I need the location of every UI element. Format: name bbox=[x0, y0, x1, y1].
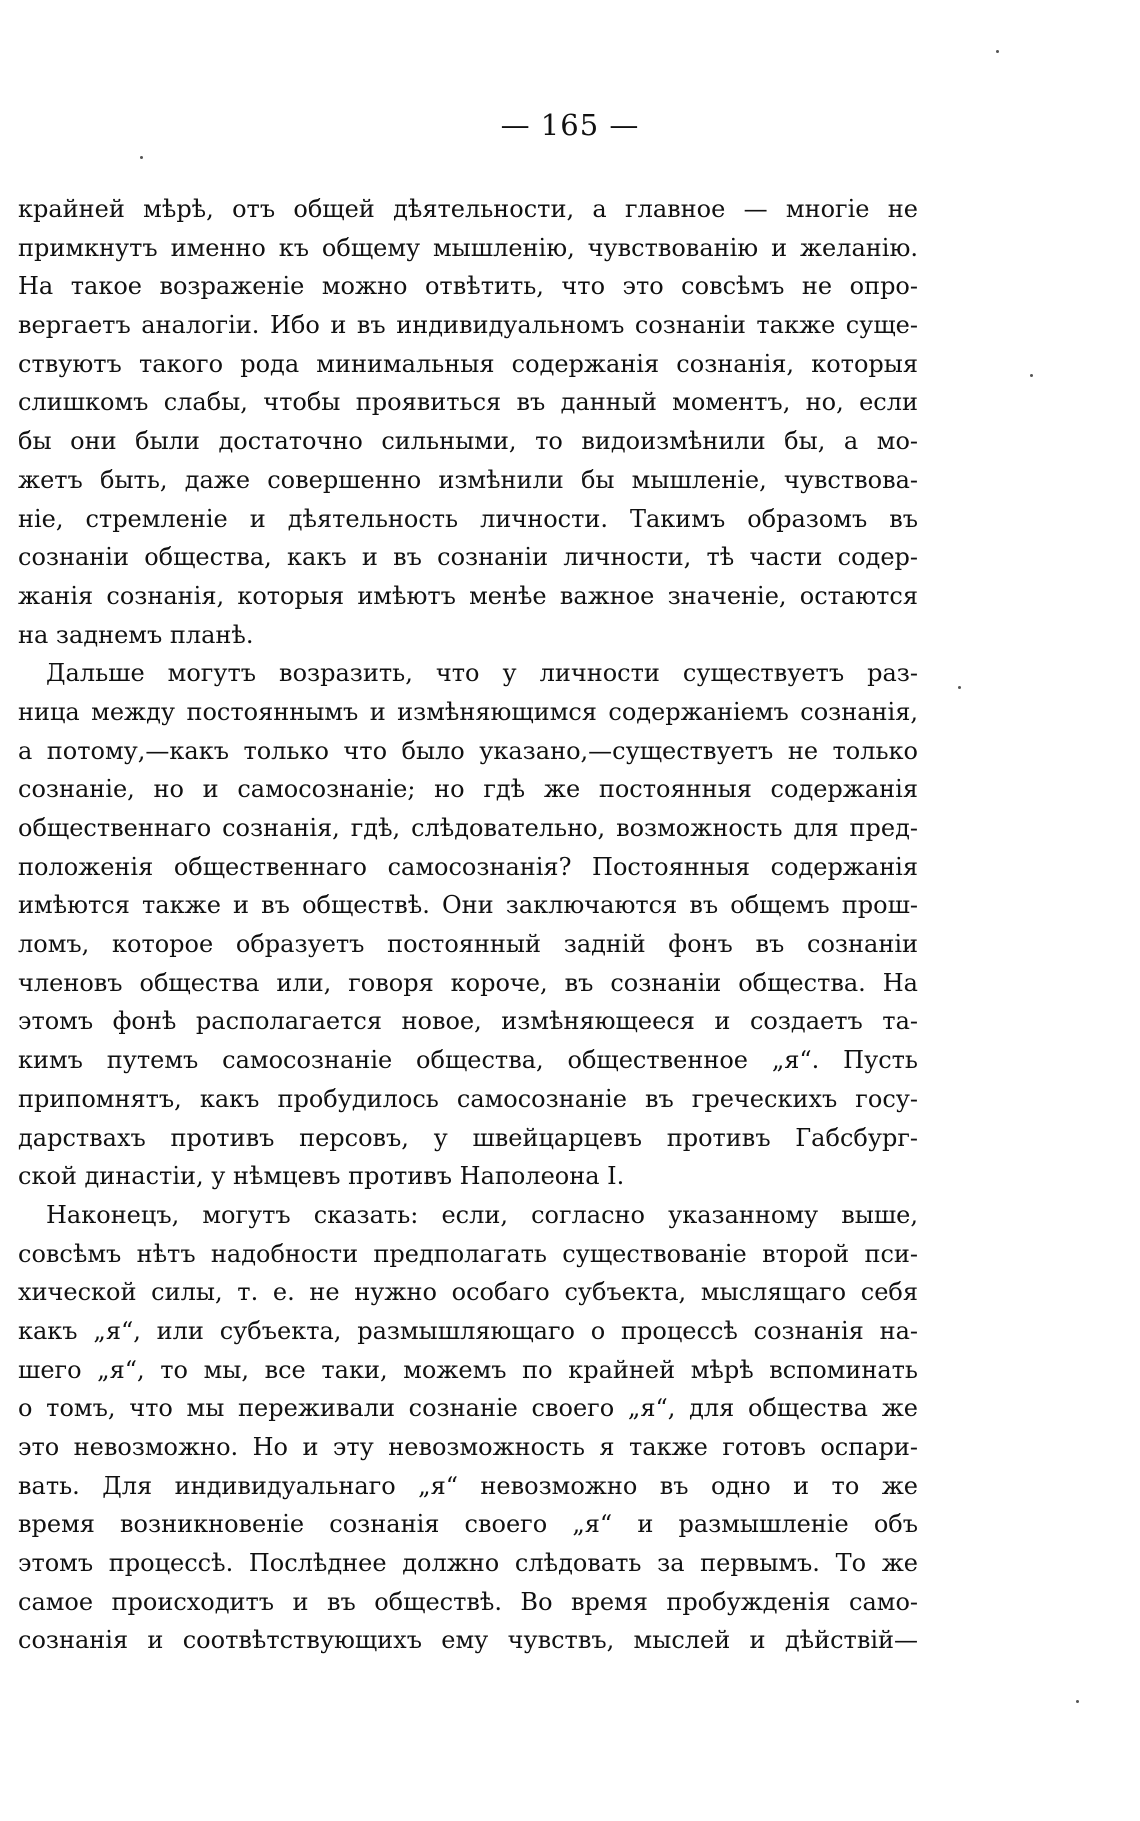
text-line: самое происходитъ и въ обществѣ. Во время пробужденія само- bbox=[18, 1587, 918, 1616]
text-line: сознаніе, но и самосознаніе; но гдѣ же постоянныя содержанія bbox=[18, 775, 918, 804]
text-line: примкнутъ именно къ общему мышленію, чувствованію и желанію. bbox=[18, 233, 918, 262]
text-line: жетъ быть, даже совершенно измѣнили бы мышленіе, чувствова- bbox=[18, 465, 918, 494]
text-line: На такое возраженіе можно отвѣтить, что это совсѣмъ не опро- bbox=[18, 272, 918, 301]
text-line: вергаетъ аналогіи. Ибо и въ индивидуальномъ сознаніи также суще- bbox=[18, 311, 918, 340]
text-line: шего „я“, то мы, все таки, можемъ по крайней мѣрѣ вспоминать bbox=[18, 1355, 918, 1384]
text-line: положенія общественнаго самосознанія? Постоянныя содержанія bbox=[18, 852, 918, 881]
text-line: слишкомъ слабы, чтобы проявиться въ данный моментъ, но, если bbox=[18, 388, 918, 417]
text-line: кимъ путемъ самосознаніе общества, общественное „я“. Пусть bbox=[18, 1046, 918, 1075]
text-line: сознанія и соотвѣтствующихъ ему чувствъ, мыслей и дѣйствій— bbox=[18, 1626, 918, 1655]
text-line: дарствахъ противъ персовъ, у швейцарцевъ противъ Габсбург- bbox=[18, 1123, 918, 1152]
text-line: какъ „я“, или субъекта, размышляющаго о процессѣ сознанія на- bbox=[18, 1316, 918, 1345]
text-line: имѣются также и въ обществѣ. Они заключаются въ общемъ прош- bbox=[18, 891, 918, 920]
text-line: бы они были достаточно сильными, то видоизмѣнили бы, а мо- bbox=[18, 427, 918, 456]
text-line: припомнятъ, какъ пробудилось самосознаніе въ греческихъ госу- bbox=[18, 1084, 918, 1113]
text-line: хической силы, т. е. не нужно особаго субъекта, мыслящаго себя bbox=[18, 1278, 918, 1307]
text-line: членовъ общества или, говоря короче, въ сознаніи общества. На bbox=[18, 968, 918, 997]
page-number: — 165 — bbox=[500, 108, 640, 142]
text-line: Наконецъ, могутъ сказать: если, согласно указанному выше, bbox=[46, 1200, 918, 1229]
scan-speck bbox=[1030, 374, 1033, 377]
scan-speck bbox=[996, 50, 999, 53]
text-line: ствуютъ такого рода минимальныя содержанія сознанія, которыя bbox=[18, 349, 918, 378]
text-line: вать. Для индивидуальнаго „я“ невозможно въ одно и то же bbox=[18, 1471, 918, 1500]
body-text bbox=[18, 190, 918, 1660]
text-line: о томъ, что мы переживали сознаніе своего „я“, для общества же bbox=[18, 1394, 918, 1423]
text-line: а потому,—какъ только что было указано,—существуетъ не только bbox=[18, 736, 918, 765]
text-line: сознаніи общества, какъ и въ сознаніи личности, тѣ части содер- bbox=[18, 543, 918, 572]
scan-speck bbox=[140, 156, 143, 159]
text-line: этомъ фонѣ располагается новое, измѣняющееся и создаетъ та- bbox=[18, 1007, 918, 1036]
text-line: ніе, стремленіе и дѣятельность личности. Такимъ образомъ въ bbox=[18, 504, 918, 533]
text-line: на заднемъ планѣ. bbox=[18, 620, 254, 649]
scan-speck bbox=[958, 686, 961, 689]
text-line: жанія сознанія, которыя имѣютъ менѣе важное значеніе, остаются bbox=[18, 581, 918, 610]
text-line: этомъ процессѣ. Послѣднее должно слѣдовать за первымъ. То же bbox=[18, 1549, 918, 1578]
text-line: ломъ, которое образуетъ постоянный задній фонъ въ сознаніи bbox=[18, 930, 918, 959]
text-line: это невозможно. Но и эту невозможность я также готовъ оспари- bbox=[18, 1433, 918, 1461]
text-line: Дальше могутъ возразить, что у личности существуетъ раз- bbox=[46, 659, 918, 688]
text-line: крайней мѣрѣ, отъ общей дѣятельности, а главное — многіе не bbox=[18, 195, 918, 223]
text-line: ница между постояннымъ и измѣняющимся содержаніемъ сознанія, bbox=[18, 697, 918, 726]
text-line: ской династіи, у нѣмцевъ противъ Наполеона I. bbox=[18, 1162, 625, 1191]
text-line: время возникновеніе сознанія своего „я“ и размышленіе объ bbox=[18, 1510, 918, 1539]
text-line: общественнаго сознанія, гдѣ, слѣдовательно, возможность для пред- bbox=[18, 814, 918, 842]
text-line: совсѣмъ нѣтъ надобности предполагать существованіе второй пси- bbox=[18, 1239, 918, 1268]
scan-speck bbox=[1076, 1700, 1079, 1703]
